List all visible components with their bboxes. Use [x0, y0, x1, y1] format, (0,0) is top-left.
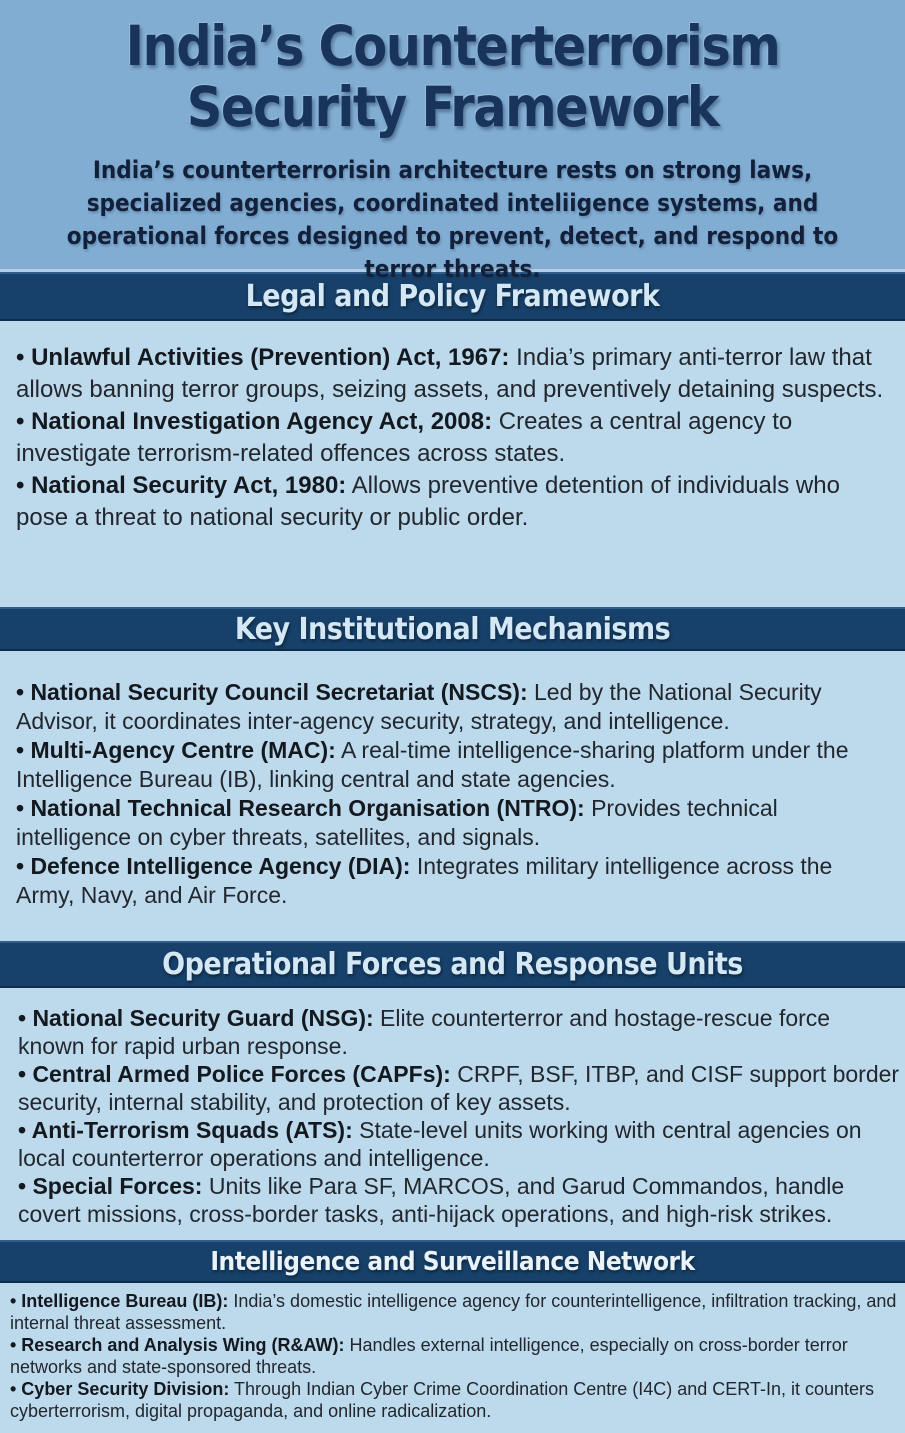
bullet-item [16, 794, 895, 852]
page-title [0, 16, 905, 138]
bullet-desc: India’s domestic intelligence agency for counterintelligence, infiltration tracking, and internal threat assessment. [10, 1291, 897, 1333]
bullet-desc: Elite counterterror and hostage-rescue force known for rapid urban response. [18, 1005, 831, 1059]
bullet-term: • Multi-Agency Centre (MAC): [16, 737, 336, 763]
bullet-desc: A real-time intelligence-sharing platform under the Intelligence Bureau (IB), linking central and state agencies. [16, 737, 849, 792]
bullet-item [16, 342, 893, 406]
bullet-desc: Handles external intelligence, especially on cross-border terror networks and state-sponsored threats. [10, 1335, 848, 1377]
page-title-line-2: Security Framework [186, 75, 719, 139]
bullet-item [10, 1290, 897, 1334]
section-header-bar [0, 941, 905, 988]
bullet-item [16, 470, 893, 534]
section-header-bar [0, 272, 905, 321]
section-body [0, 988, 905, 1240]
section-header-label: Key Institutional Mechanisms [234, 611, 671, 647]
bullet-term: • National Investigation Agency Act, 2008: [16, 408, 493, 435]
page-title-line-1: India’s Counterterrorism [125, 14, 780, 78]
bullet-desc: Provides technical intelligence on cyber threats, satellites, and signals. [16, 795, 778, 850]
section [0, 941, 905, 1240]
bullet-term: • National Security Council Secretariat (NSCS): [16, 679, 528, 705]
bullet-desc: State-level units working with central agencies on local counterterror operations and intelligence. [18, 1117, 862, 1171]
section-body [0, 1283, 905, 1433]
bullet-desc: Creates a central agency to investigate terrorism-related offences across states. [16, 408, 793, 467]
bullet-term: • Special Forces: [18, 1173, 203, 1199]
bullet-desc: Units like Para SF, MARCOS, and Garud Commandos, handle covert missions, cross-border tasks, anti-hijack operations, and high-risk strikes. [18, 1173, 845, 1227]
section-body [0, 321, 905, 607]
bullet-term: • National Security Act, 1980: [16, 472, 347, 499]
bullet-desc: CRPF, BSF, ITBP, and CISF support border security, internal stability, and protection of key assets. [18, 1061, 900, 1115]
bullet-item [18, 1004, 901, 1060]
section [0, 607, 905, 941]
bullet-term: • National Technical Research Organisation (NTRO): [16, 795, 585, 821]
page-subtitle: India’s counterterrorisin architecture rests on strong laws, specialized agencies, coordinated inteliigence systems, and operational forces designed to prevent, detect, and respond to terror threats. [66, 156, 839, 283]
section-body [0, 651, 905, 941]
section-header-label: Intelligence and Surveillance Network [210, 1246, 695, 1277]
bullet-desc: India’s primary anti-terror law that allows banning terror groups, seizing assets, and preventively detaining suspects. [16, 344, 884, 403]
masthead [0, 0, 905, 283]
bullet-item [16, 736, 895, 794]
bullet-item [16, 852, 895, 910]
bullet-term: • Central Armed Police Forces (CAPFs): [18, 1061, 451, 1087]
section-header-label: Legal and Policy Framework [245, 279, 660, 314]
section [0, 272, 905, 607]
bullet-term: • Intelligence Bureau (IB): [10, 1291, 229, 1311]
bullet-item [10, 1378, 897, 1422]
bullet-desc: Led by the National Security Advisor, it coordinates inter-agency security, strategy, and intelligence. [16, 679, 822, 734]
bullet-desc: Integrates military intelligence across the Army, Navy, and Air Force. [16, 853, 833, 908]
bullet-item [18, 1116, 901, 1172]
bullet-term: • Cyber Security Division: [10, 1379, 230, 1399]
bullet-item [10, 1334, 897, 1378]
bullet-term: • Defence Intelligence Agency (DIA): [16, 853, 411, 879]
section-header-label: Operational Forces and Response Units [162, 947, 743, 982]
section-header-bar [0, 607, 905, 651]
bullet-term: • Anti-Terrorism Squads (ATS): [18, 1117, 353, 1143]
bullet-desc: Allows preventive detention of individuals who pose a threat to national security or public order. [16, 472, 840, 531]
bullet-item [18, 1060, 901, 1116]
bullet-item [16, 678, 895, 736]
bullet-desc: Through Indian Cyber Crime Coordination Centre (I4C) and CERT-In, it counters cyberterrorism, digital propaganda, and online radicalization. [10, 1379, 875, 1421]
section-header-bar [0, 1240, 905, 1283]
bullet-term: • National Security Guard (NSG): [18, 1005, 374, 1031]
bullet-term: • Research and Analysis Wing (R&AW): [10, 1335, 345, 1355]
bullet-term: • Unlawful Activities (Prevention) Act, 1967: [16, 344, 510, 371]
sections-container [0, 272, 905, 1433]
bullet-item [18, 1172, 901, 1228]
bullet-item [16, 406, 893, 470]
section [0, 1240, 905, 1433]
